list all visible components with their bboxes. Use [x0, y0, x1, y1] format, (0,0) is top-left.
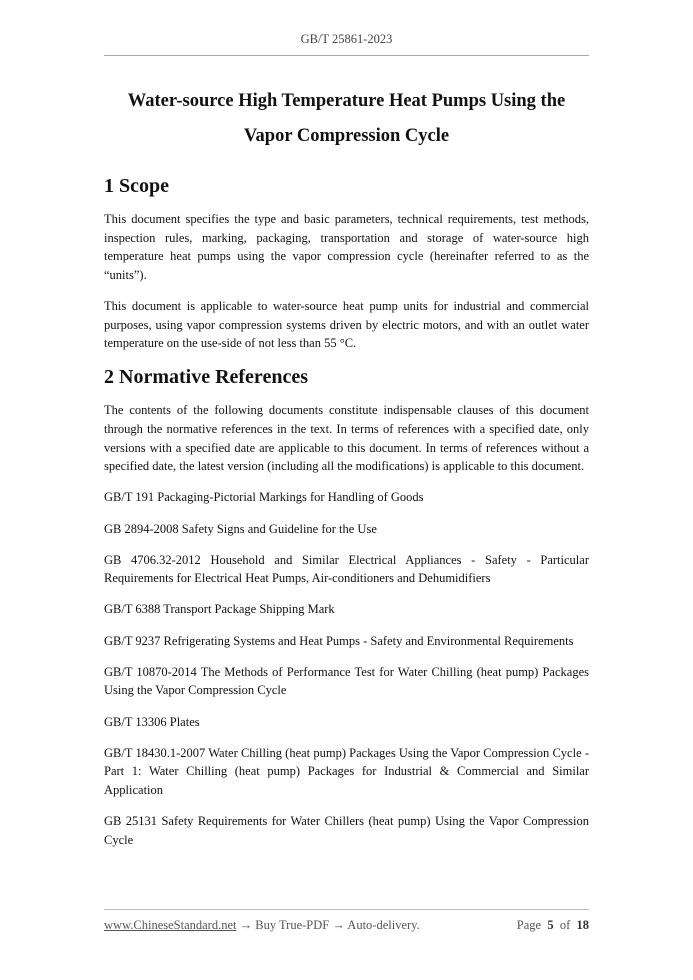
document-id-header: GB/T 25861-2023 — [300, 32, 393, 46]
reference-item: GB 25131 Safety Requirements for Water Chillers (heat pump) Using the Vapor Compression Cycle — [104, 814, 589, 847]
paragraph: The contents of the following documents constitute indispensable clauses of this document through the normative references in the text. In terms of references with a specified date, only versions with a specified date are applicable to this document. In terms of references without a specified date, the latest version (including all the modifications) is applicable to this document. — [104, 403, 589, 474]
reference-item: GB/T 9237 Refrigerating Systems and Heat Pumps - Safety and Environmental Requirements — [104, 633, 574, 648]
section-heading-scope: 1 Scope — [104, 175, 169, 197]
reference-item: GB/T 18430.1-2007 Water Chilling (heat pump) Packages Using the Vapor Compression Cycle - Part 1: Water Chilling (heat pump) Packages for Industrial & Commercial and Similar Application — [104, 745, 589, 797]
reference-item: GB/T 13306 Plates — [104, 714, 200, 729]
footer-promo — [104, 918, 420, 933]
page-footer — [104, 918, 589, 933]
page-content — [104, 84, 589, 862]
reference-item: GB 4706.32-2012 Household and Similar Electrical Appliances - Safety - Particular Requirements for Electrical Heat Pumps, Air-conditioners and Dehumidifiers — [104, 552, 589, 586]
footer-promo-text: → Buy True-PDF → Auto-delivery. — [236, 918, 420, 932]
reference-item: GB/T 10870-2014 The Methods of Performance Test for Water Chilling (heat pump) Packages Using the Vapor Compression Cycle — [104, 664, 589, 698]
section-heading-normative-references: 2 Normative References — [104, 366, 308, 389]
page-number — [517, 918, 589, 933]
document-title-line-1: Water-source High Temperature Heat Pumps Using the — [127, 91, 566, 111]
current-page: 5 — [547, 918, 554, 932]
reference-item: GB 2894-2008 Safety Signs and Guideline for the Use — [104, 521, 377, 536]
website-link[interactable]: www.ChineseStandard.net — [104, 918, 237, 932]
paragraph: This document is applicable to water-source heat pump units for industrial and commercial purposes, using vapor compression systems driven by electric motors, and with an outlet water temperature on the use-side of not less than 55 °C. — [104, 298, 589, 351]
footer-divider — [104, 909, 589, 910]
header-divider — [104, 55, 589, 56]
reference-item: GB/T 6388 Transport Package Shipping Mark — [104, 602, 335, 617]
document-title-line-2: Vapor Compression Cycle — [243, 126, 450, 146]
page-label: Page — [516, 918, 542, 932]
of-label: of — [559, 918, 571, 932]
reference-item: GB/T 191 Packaging-Pictorial Markings for Handling of Goods — [104, 490, 424, 505]
paragraph: This document specifies the type and basic parameters, technical requirements, test methods, inspection rules, marking, packaging, transportation and storage of water-source high temperature heat pumps using the vapor compression cycle (hereinafter referred to as the “units”). — [104, 212, 589, 282]
total-pages: 18 — [576, 918, 589, 932]
